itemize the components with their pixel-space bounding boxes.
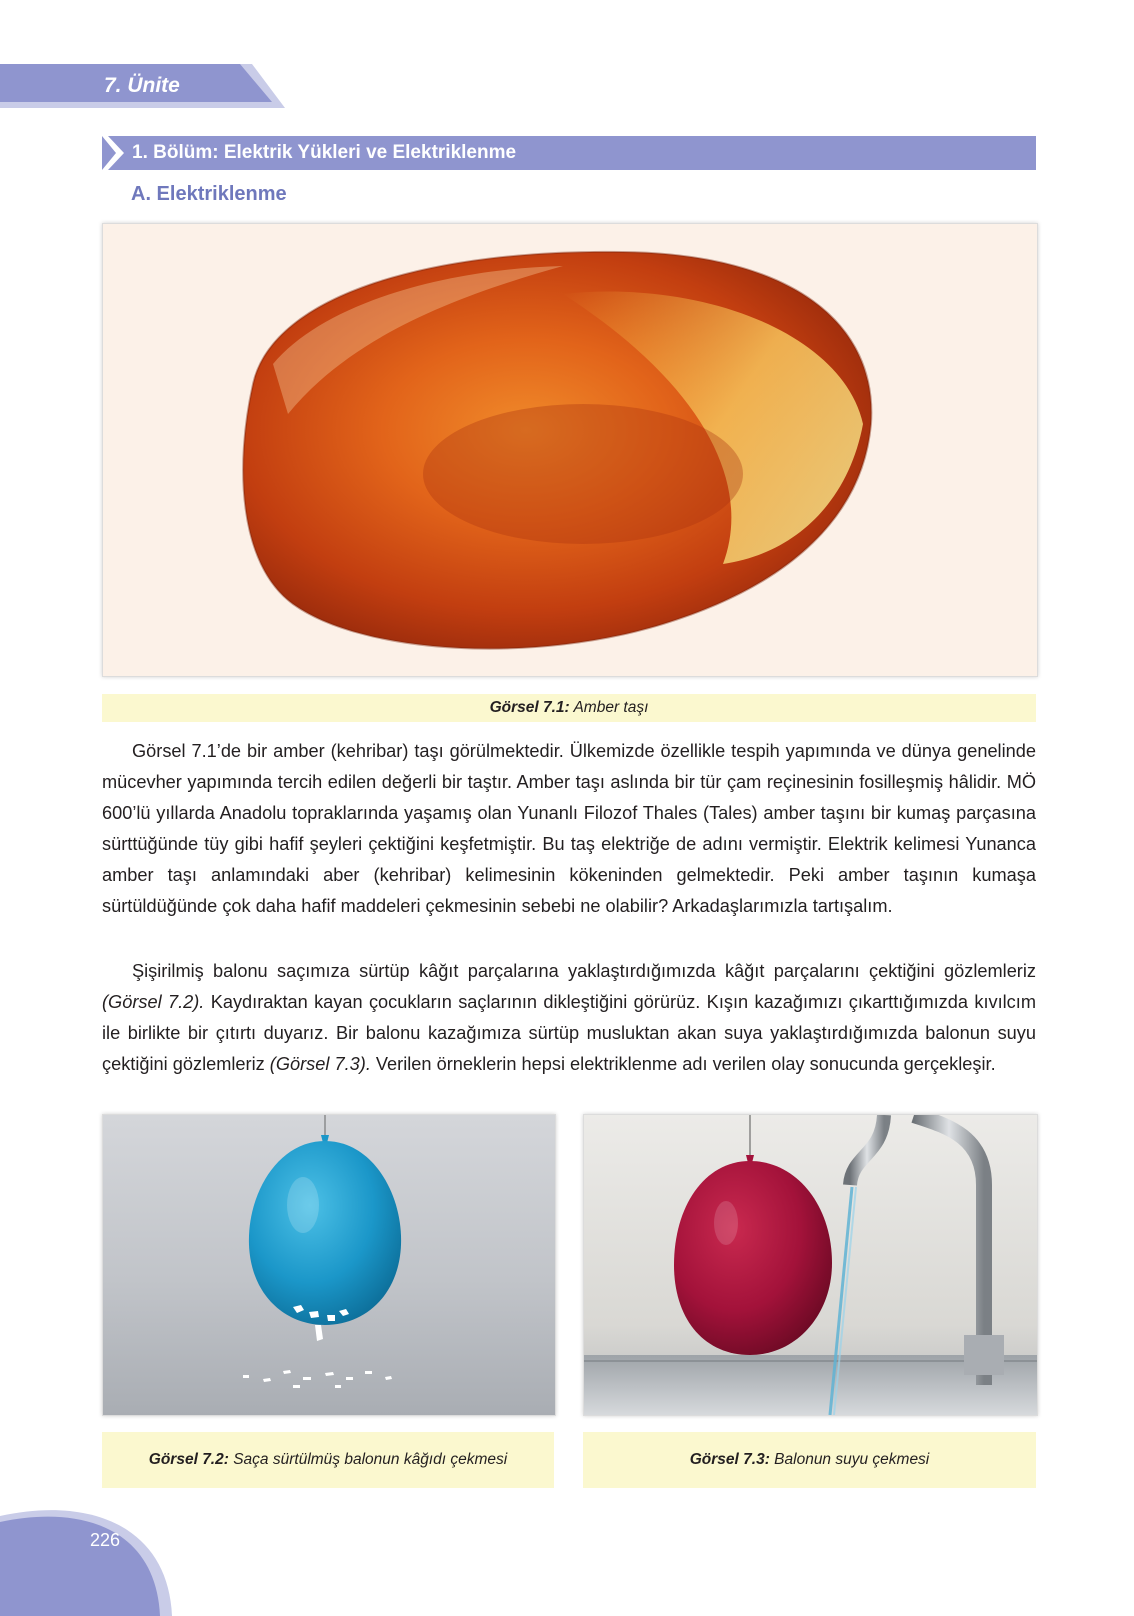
unit-title: 7. Ünite (104, 74, 180, 97)
paragraph-1: Görsel 7.1’de bir amber (kehribar) taşı görülmektedir. Ülkemizde özellikle tespih yapımında ve dünya genelinde mücevher yapımında tercih edilen değerli bir taştır. Amber taşı aslında bir tür çam reçinesinin fosilleşmiş hâlidir. MÖ 600’lü yıllarda Anadolu topraklarında yaşamış olan Yunanlı Filozof Thales (Tales) amber taşını bir kumaş parçasına sürttüğünde tüy gibi hafif şeyleri çektiğini keşfetmiştir. Bu taş elektriğe de adını vermiştir. Elektrik kelimesi Yunanca amber taşı anlamındaki aber (kehribar) kelimesinin kökeninden gelmektedir. Peki amber taşının kumaşa sürtüldüğünde çok daha hafif maddeleri çekmesinin sebebi ne olabilir? Arkadaşlarımızla tartışalım. (102, 741, 1036, 916)
subheading: A. Elektriklenme (131, 183, 287, 205)
amber-stone-image (103, 224, 1037, 676)
blue-balloon-image (103, 1115, 555, 1415)
page-corner-shape (0, 1506, 175, 1616)
red-balloon-image (584, 1115, 1037, 1415)
figure-amber-stone (102, 223, 1038, 677)
section-title: 1. Bölüm: Elektrik Yükleri ve Elektriklenme (132, 142, 517, 163)
figure-red-balloon (583, 1114, 1038, 1416)
page-number: 226 (90, 1530, 121, 1550)
caption-label: Görsel 7.3: (689, 1451, 770, 1468)
section-bar (102, 136, 1036, 170)
paragraph-2-part-a: Şişirilmiş balonu saçımıza sürtüp kâğıt parçalarına yaklaştırdığımızda kâğıt parçalarını çektiğini gözlemleriz (132, 961, 1036, 981)
figure-reference-7-2: (Görsel 7.2). (102, 992, 205, 1012)
figure-blue-balloon (102, 1114, 556, 1416)
caption-text: Amber taşı (573, 699, 649, 716)
paragraph-2-part-b: Kaydıraktan kayan çocukların saçlarının dikleştiğini görürüz. Kışın kazağımızı çıkarttığımızda kıvılcım ile birlikte bir çıtırtı duyarız. Bir balonu kazağımıza sürtüp musluktan akan suya yaklaştırdığımızda balonun suyu çektiğini gözlemleriz (102, 992, 1036, 1074)
paragraph-2-part-c: Verilen örneklerin hepsi elektriklenme adı verilen olay sonucunda gerçekleşir. (370, 1054, 996, 1074)
caption-figure-1 (102, 694, 1036, 722)
caption-text: Saça sürtülmüş balonun kâğıdı çekmesi (233, 1451, 508, 1468)
caption-label: Görsel 7.2: (148, 1451, 229, 1468)
caption-label: Görsel 7.1: (489, 699, 570, 716)
unit-tab (0, 64, 285, 108)
caption-figure-3 (583, 1432, 1036, 1488)
caption-figure-2 (102, 1432, 554, 1488)
chevron-right-icon (102, 136, 126, 170)
figure-reference-7-3: (Görsel 7.3). (269, 1054, 371, 1074)
caption-text: Balonun suyu çekmesi (774, 1451, 930, 1468)
paragraph-2 (102, 956, 1036, 1080)
